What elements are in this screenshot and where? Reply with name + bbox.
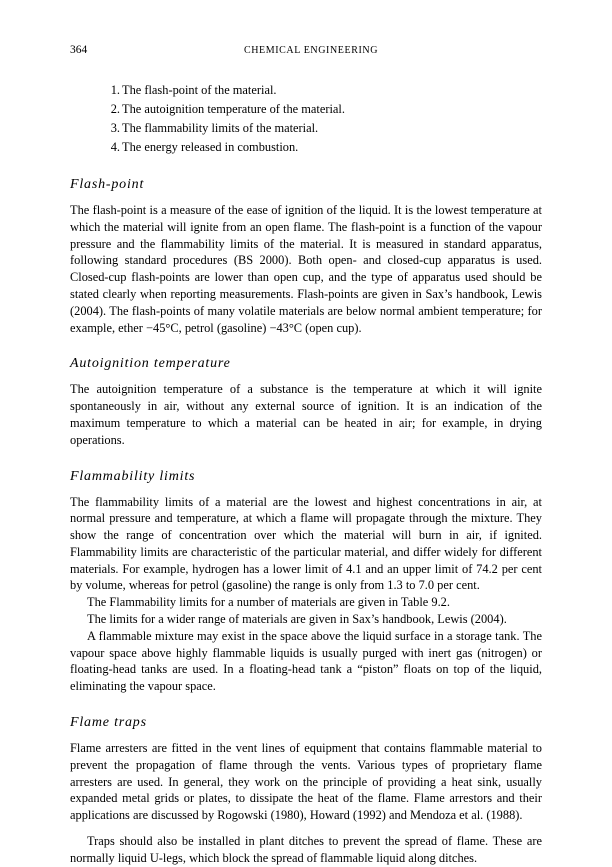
paragraph: The flammability limits of a material are the lowest and highest concentrations in air, at normal pressure and temperature, at which a flame will propagate through the mixture. They show the range of concentration over which the material will burn in air, if ignited. Flammability limits are characteristic of the particular material, and differ widely for different materials. For example, hydrogen has a lower limit of 4.1 and an upper limit of 74.2 per cent by volume, whereas for petrol (gasoline) the range is only from 1.3 to 7.0 per cent. [70, 494, 542, 593]
paragraph: Traps should also be installed in plant ditches to prevent the spread of flame. These are normally liquid U-legs, which block the spread of flammable liquid along ditches. [70, 834, 542, 865]
paragraph: The flash-point is a measure of the ease of ignition of the liquid. It is the lowest temperature at which the material will ignite from an open flame. The flash-point is a function of the vapour pressure and the flammability limits of the material. It is measured in standard apparatus, following standard procedures (BS 2000). Both open- and closed-cup apparatus is used. Closed-cup flash-points are lower than open cup, and the type of apparatus used should be stated clearly when reporting measurements. Flash-points are given in Sax’s handbook, Lewis (2004). The flash-points of many volatile materials are below normal ambient temperature; for example, ether −45°C, petrol (gasoline) −43°C (open cup). [70, 202, 542, 335]
page-header [70, 44, 542, 58]
section-body-autoignition-temperature [70, 381, 542, 448]
paragraph: The Flammability limits for a number of materials are given in Table 9.2. [87, 595, 450, 610]
page-number: 364 [70, 44, 88, 56]
list-item-text: The energy released in combustion. [122, 139, 299, 154]
list-item-text: The flash-point of the material. [122, 83, 277, 97]
section-heading-flame-traps: Flame traps [70, 715, 147, 731]
list-item-number: 4. [110, 139, 120, 154]
section-heading-autoignition-temperature: Autoignition temperature [70, 356, 231, 372]
page-content [70, 44, 542, 867]
paragraph: The autoignition temperature of a substance is the temperature at which it will ignite spontaneously in air, without any external source of ignition. It is an indication of the maximum temperature to which a material can be heated in air; for example, in drying operations. [70, 382, 542, 447]
list-item [70, 82, 542, 100]
list-item-number: 1. [110, 83, 120, 97]
section-body-flash-point [70, 202, 542, 336]
list-item-number: 3. [110, 120, 120, 135]
numbered-list [70, 82, 542, 157]
running-head: CHEMICAL ENGINEERING [243, 45, 379, 56]
section-body-flame-traps [70, 740, 542, 867]
section-body-flammability-limits [70, 494, 542, 696]
paragraph: Flame arresters are fitted in the vent lines of equipment that contains flammable material to prevent the propagation of flame through the vents. Various types of proprietary flame arresters are used. In general, they work on the principle of providing a heat sink, usually expanded metal grids or plates, to dissipate the heat of the flame. Flame arrestors and their applications are discussed by Rogowski (1980), Howard (1992) and Mendoza et al. (1988). [70, 741, 542, 823]
list-item [70, 139, 542, 157]
list-item-number: 2. [110, 101, 120, 116]
paragraph: The limits for a wider range of materials are given in Sax’s handbook, Lewis (2004). [87, 612, 507, 627]
list-item-text: The autoignition temperature of the material. [122, 101, 345, 116]
list-item-text: The flammability limits of the material. [122, 120, 319, 135]
list-item [70, 101, 542, 119]
section-heading-flammability-limits: Flammability limits [70, 468, 196, 484]
list-item [70, 120, 542, 138]
paragraph: A flammable mixture may exist in the space above the liquid surface in a storage tank. The vapour space above highly flammable liquids is usually purged with inert gas (nitrogen) or floating-head tanks are used. In a floating-head tank a “piston” floats on top of the liquid, eliminating the vapour space. [70, 628, 542, 694]
section-heading-flash-point: Flash-point [70, 176, 145, 192]
